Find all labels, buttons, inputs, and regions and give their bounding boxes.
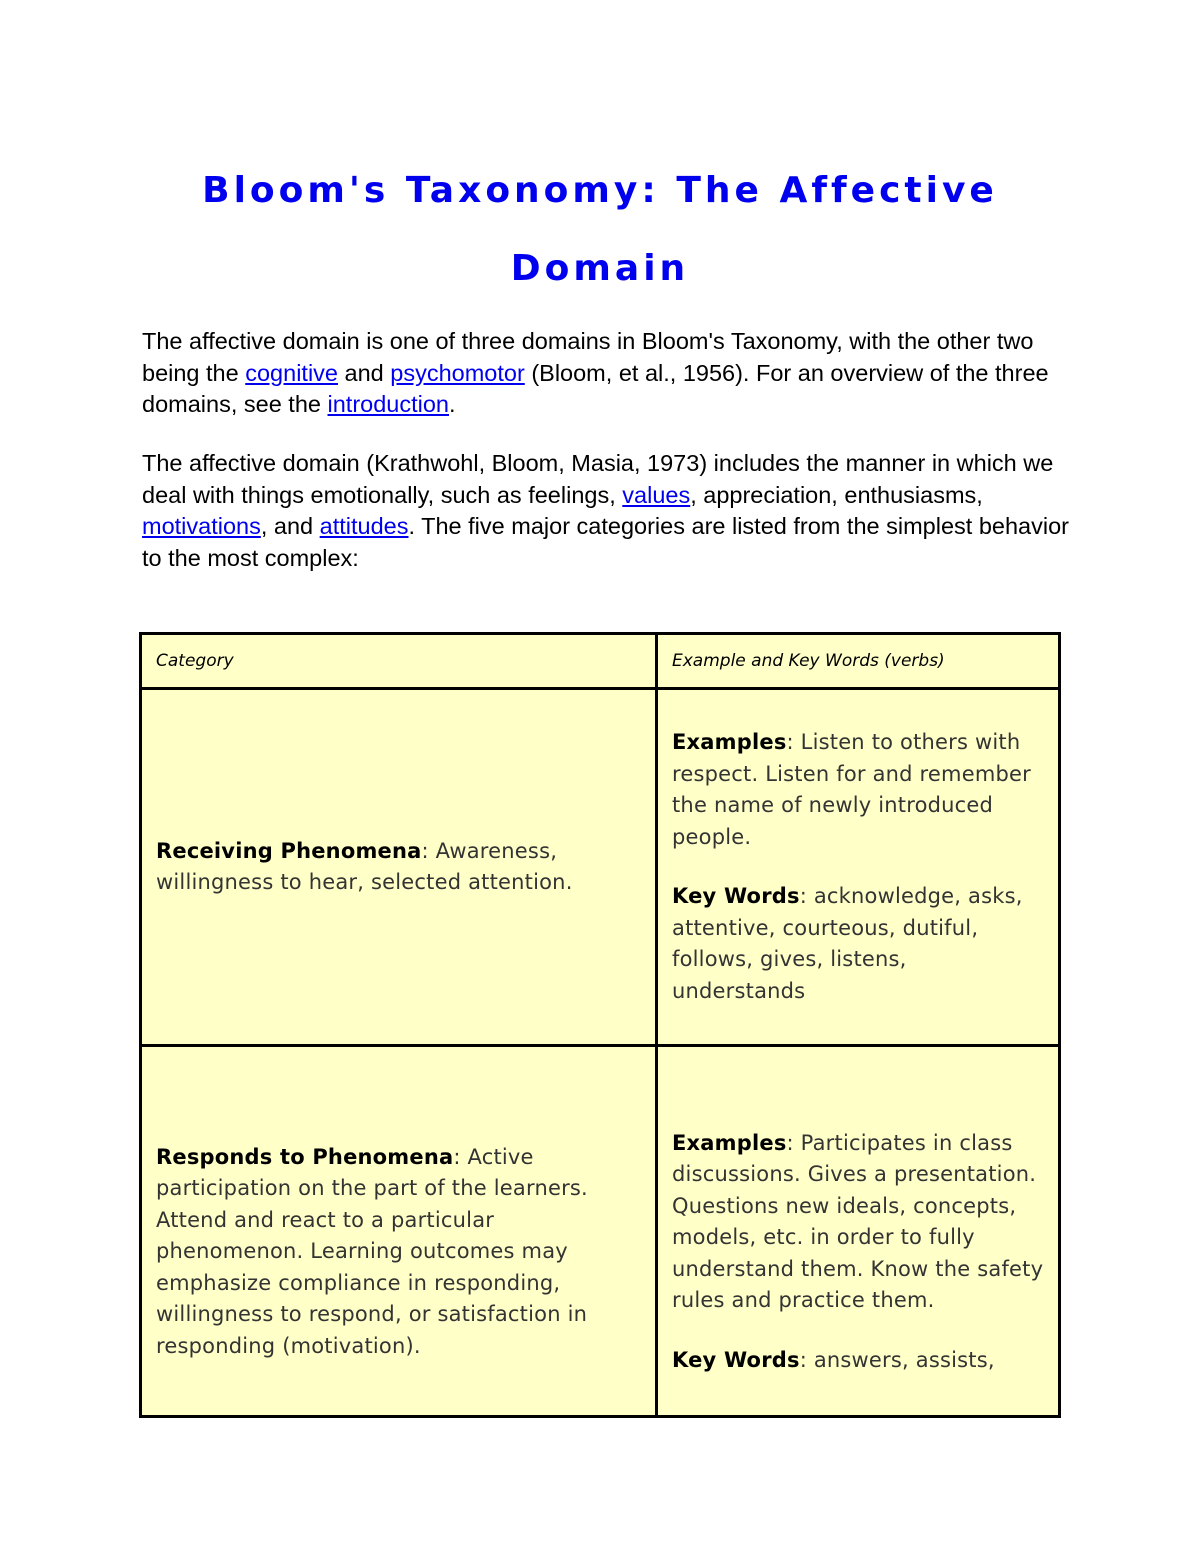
table-row [141,689,1060,1046]
intro-text: and [337,359,391,386]
examples-cell [657,1046,1060,1417]
examples-block [672,1128,1046,1317]
category-name: Receiving Phenomena [156,838,422,863]
category-cell [141,689,657,1046]
keywords-label: Key Words [672,884,800,908]
category-cell [141,1046,657,1417]
examples-label: Examples [672,1130,787,1155]
header-category: Category [141,634,657,689]
spacer [672,1317,1046,1345]
keywords-block [672,1345,1046,1377]
keywords-block [672,881,1046,1007]
header-examples: Example and Key Words (verbs) [657,634,1060,689]
examples-cell [657,689,1060,1046]
keywords-text: : answers, assists, [799,1347,995,1372]
keywords-label: Key Words [672,1347,800,1372]
introduction-link[interactable]: introduction [327,391,449,417]
examples-label: Examples [672,730,787,754]
category-name: Responds to Phenomena [156,1144,454,1169]
page-title-line-1: Bloom's Taxonomy: The Affective [202,170,998,211]
examples-text: : Listen to others with respect. Listen for and remember the name of newly introduced people. [672,730,1031,849]
attitudes-link[interactable]: attitudes [319,513,409,539]
intro-text: The affective domain is one of three domains in Bloom's Taxonomy, with the other two being the [142,328,1034,386]
category-description: : Awareness, willingness to hear, selected attention. [156,838,573,894]
cognitive-link[interactable]: cognitive [245,359,338,386]
table-header-row [141,634,1060,689]
intro-text: The affective domain (Krathwohl, Bloom, Masia, 1973) includes the manner in which we deal with things emotionally, such as feelings, [142,450,1054,508]
intro-text: . [449,391,456,417]
intro-text: , and [260,513,320,539]
intro-text: . The five major categories are listed from the simplest behavior to the most complex: [142,513,1069,571]
keywords-text: : acknowledge, asks, attentive, courteous, dutiful, follows, gives, listens, understands [672,884,1023,1003]
psychomotor-link[interactable]: psychomotor [390,359,525,386]
intro-text: (Bloom, et al., 1956). For an overview of the three domains, see the [142,359,1049,417]
examples-block [672,727,1046,853]
page-title-line-2: Domain [510,248,690,289]
intro-paragraph-1 [142,326,1072,421]
affective-domain-table [139,632,1061,1418]
category-description: : Active participation on the part of the learners. Attend and react to a particular phenomenon. Learning outcomes may emphasize compliance in responding, willingness to respond, or satisfaction in responding (motivation). [156,1144,588,1358]
intro-text: , appreciation, enthusiasms, [690,481,983,508]
intro-paragraph-2 [142,448,1072,574]
spacer [672,853,1046,881]
motivations-link[interactable]: motivations [142,513,261,539]
examples-text: : Participates in class discussions. Gives a presentation. Questions new ideals, concepts, models, etc. in order to fully understand them. Know the safety rules and practice them. [672,1130,1044,1313]
table-row [141,1046,1060,1417]
values-link[interactable]: values [622,481,691,508]
